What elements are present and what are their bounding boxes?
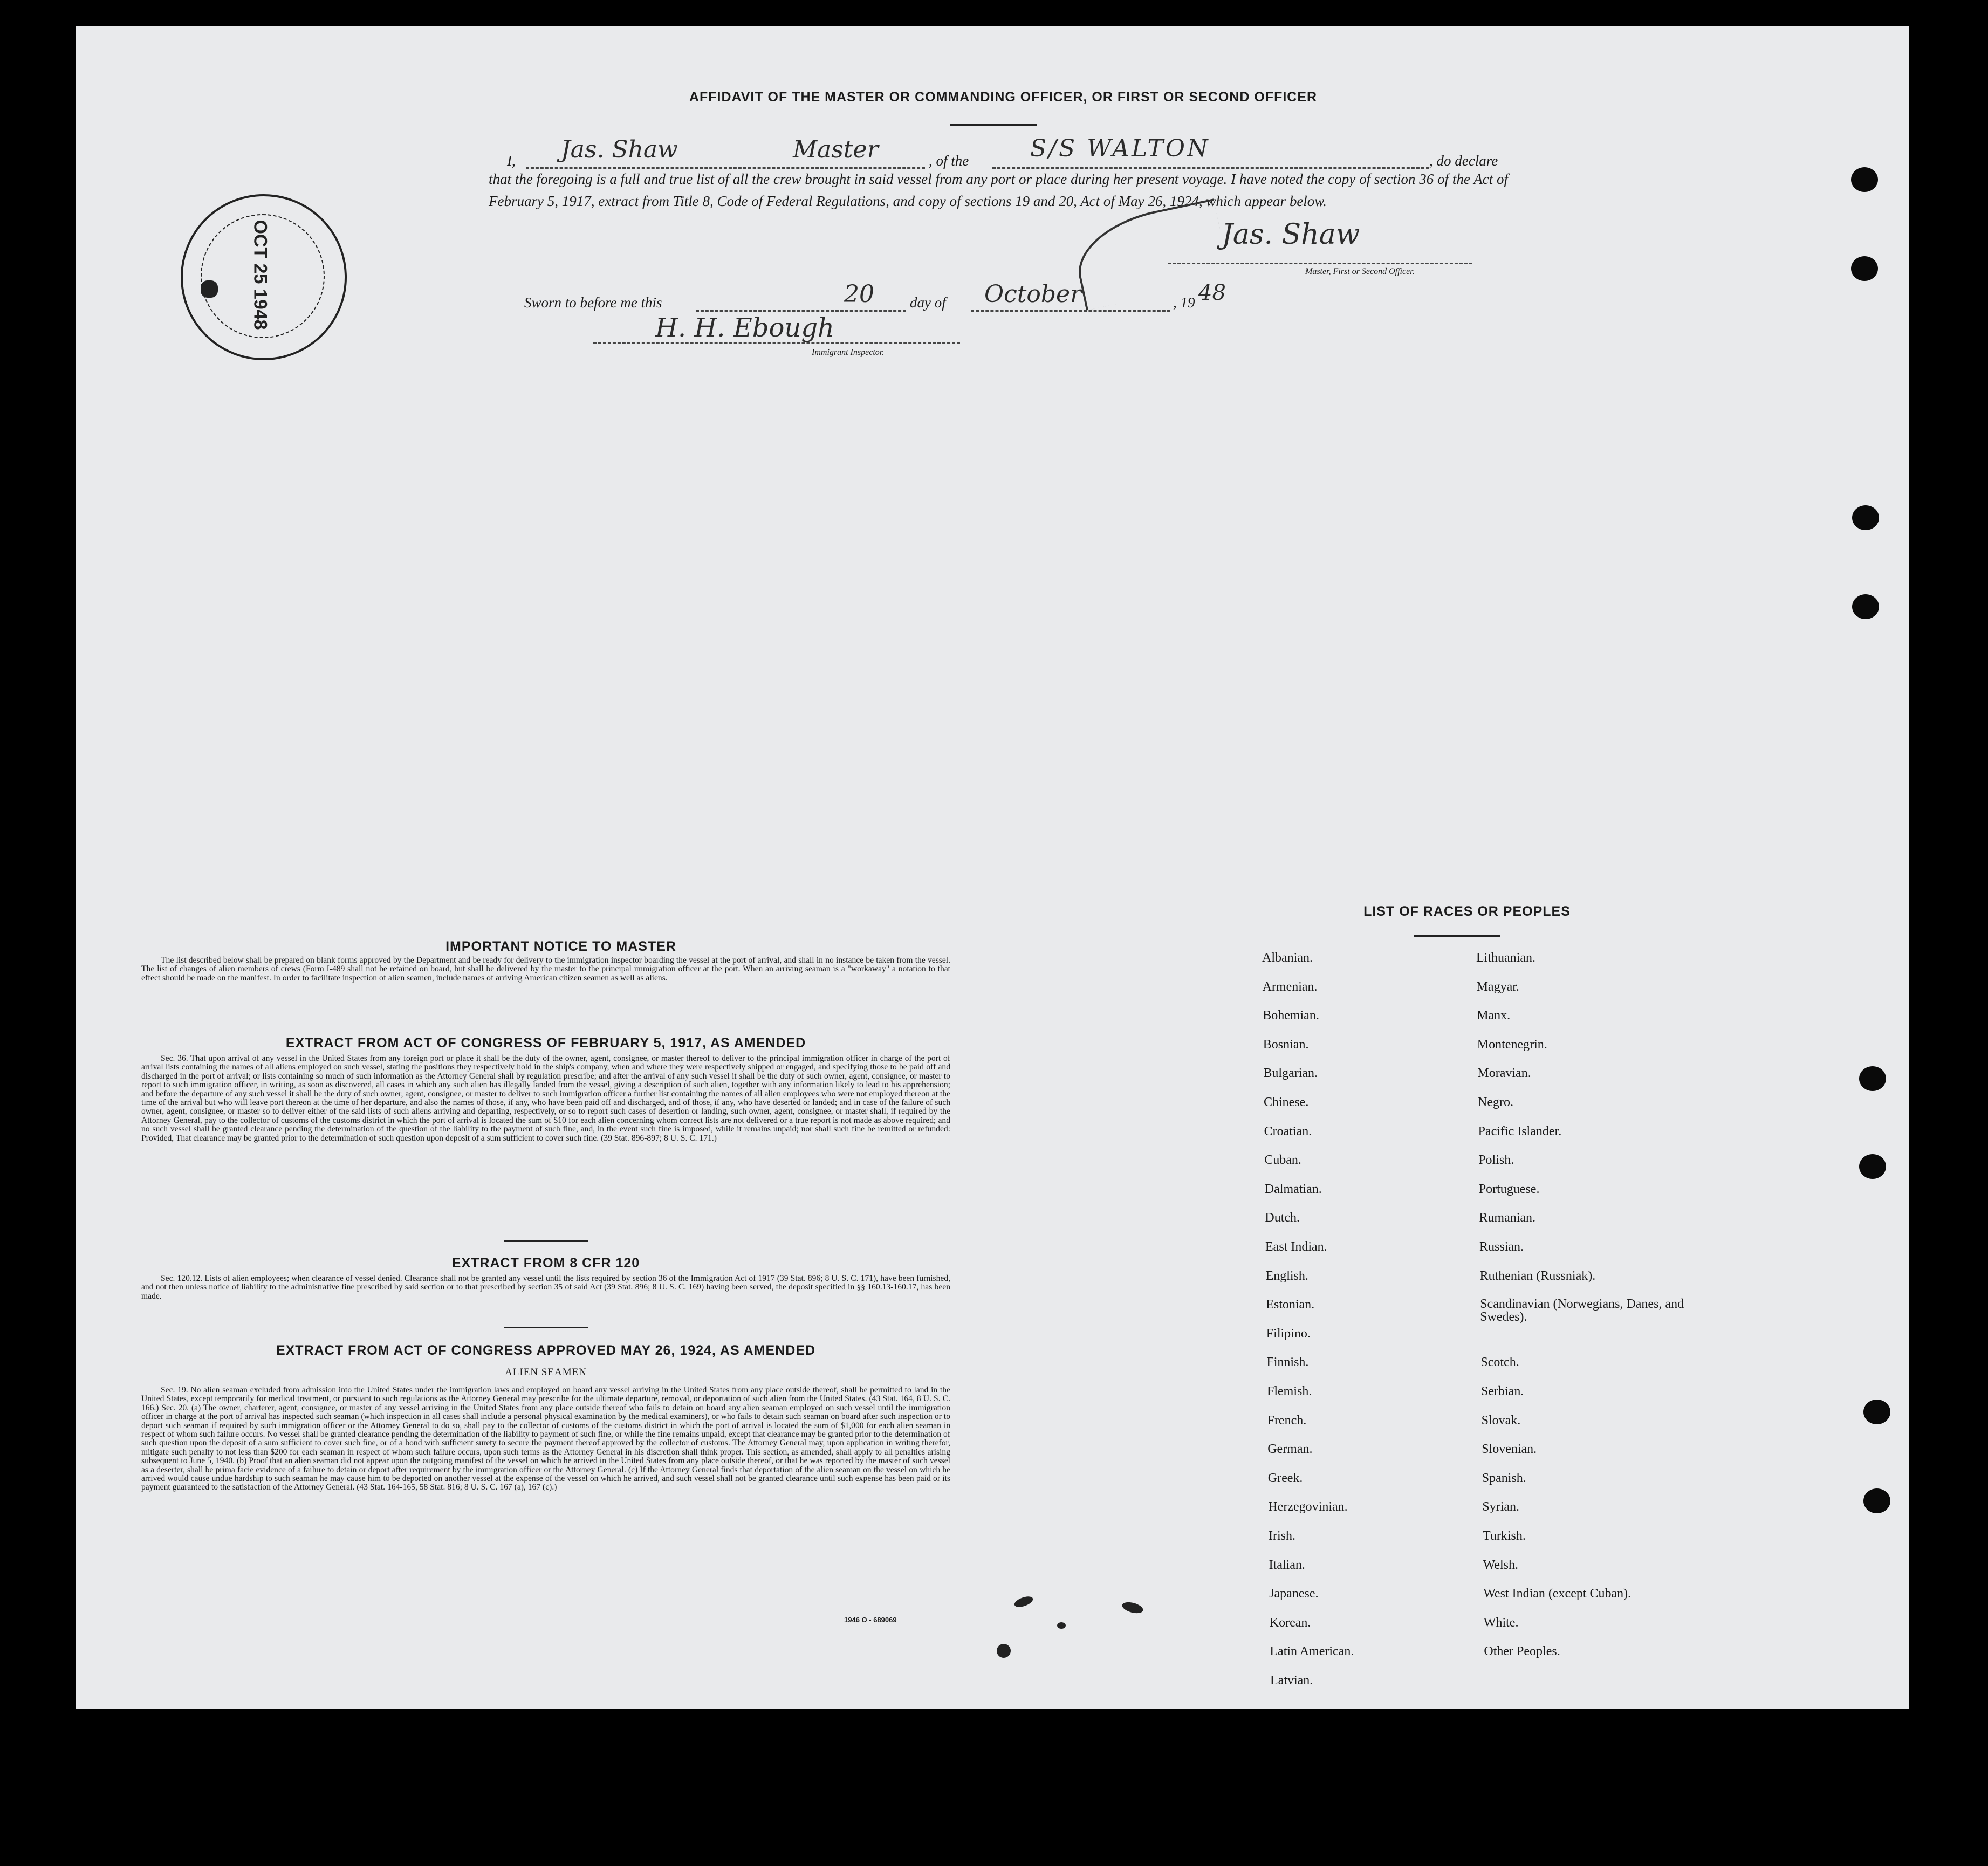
races-title: LIST OF RACES OR PEOPLES [1363,904,1571,919]
race-item: Flemish. [1267,1384,1312,1398]
race-item: Magyar. [1476,980,1519,994]
notice-title: IMPORTANT NOTICE TO MASTER [445,939,676,954]
race-item: Slovenian. [1482,1442,1537,1456]
race-item: Slovak. [1481,1414,1521,1428]
affidavit-title: AFFIDAVIT OF THE MASTER OR COMMANDING OFFICER, OR FIRST OR SECOND OFFICER [689,90,1318,105]
race-item: English. [1265,1269,1308,1283]
race-item: Estonian. [1266,1298,1315,1312]
race-item: Korean. [1269,1616,1311,1630]
section-divider [504,1240,588,1242]
race-item: Cuban. [1264,1153,1301,1167]
inspector-caption: Immigrant Inspector. [812,348,885,357]
extract-1917-body: Sec. 36. That upon arrival of any vessel in the United States from any foreign port or place it shall be the duty of the owner, agent, consignee, or master thereof to deliver to the principal immigration officer in charge of the port of arrival lists containing the names of all aliens employed on such vessel, stating the positions they respectively hold in the ship's company, when and where they were respectively shipped or engaged, and specifying those to be paid off and discharged in the port of arrival; or lists containing so much of such information as the Attorney General shall by regulation prescribe; and after the arrival of any such vessel it shall be the duty of such owner, agent, consignee, or master to report to such immigration officer, in writing, as soon as discovered, all cases in which any such alien has illegally landed from the vessel, giving a description of such alien, together with any information likely to lead to his apprehension; and before the departure of any such vessel it shall be the duty of such owner, agent, consignee, or master to deliver to such immigration officer a further list containing the names of all alien employees who were not employed thereon at the time of the arrival but who will leave port thereon at the time of her departure, and also the names of those, if any, who have been paid off and discharged, and of those, if any, who have deserted or landed; and in case of the failure of such owner, agent, consignee, or master so to deliver either of the said lists of such aliens arriving and departing, respectively, or so to report such cases of desertion or landing, such owner, agent, consignee, or master shall, if required by the Attorney General, pay to the collector of customs of the customs district in which the port of arrival is located the sum of $10 for each alien concerning whom correct lists are not delivered or a true report is not made as above required; and no such vessel shall be granted clearance pending the determination of the question of the liability to the payment of such fine, and, in the event such fine is imposed, while it remains unpaid; nor shall such fine be remitted or refunded: Provided, That clearance may be granted prior to the determination of such question upon deposit of a sum sufficient to cover such fine. (39 Stat. 896-897; 8 U. S. C. 171.) [141,1054,950,1143]
punch-hole [1859,1154,1886,1179]
race-item: Italian. [1269,1558,1305,1572]
race-item: Greek. [1267,1471,1303,1485]
race-item: Filipino. [1266,1327,1311,1341]
race-item: Ruthenian (Russniak). [1479,1269,1596,1283]
race-item: Portuguese. [1478,1182,1540,1196]
sworn-year: 48 [1198,280,1226,305]
race-item: Dalmatian. [1264,1182,1322,1196]
race-item: Lithuanian. [1476,951,1535,965]
print-code: 1946 O - 689069 [844,1616,897,1624]
of-the-text: , of the [929,153,969,169]
race-item: Herzegovinian. [1268,1500,1348,1514]
race-item: Syrian. [1482,1500,1520,1514]
day-line [696,310,906,312]
punch-hole [1863,1400,1890,1424]
race-item: Bosnian. [1263,1038,1309,1052]
vessel-name: S/S WALTON [1030,135,1210,162]
punch-hole [1851,256,1878,281]
punch-hole [1852,594,1879,619]
punch-hole [1852,505,1879,530]
do-declare-text: , do declare [1429,153,1498,169]
sworn-day: 20 [844,280,874,308]
race-item: Russian. [1479,1240,1524,1254]
race-item: Finnish. [1266,1355,1309,1369]
race-item: Other Peoples. [1484,1644,1560,1658]
race-item: Montenegrin. [1477,1038,1547,1052]
affidavit-body: that the foregoing is a full and true list of all the crew brought in said vessel from any port or place during her present voyage. I have noted the copy of section 36 of the Act of February 5, 1917, extract from Title 8, Code of Federal Regulations, and copy of sections 19 and 20, Act of May 26, 1924, which appear below. [489,171,1508,209]
race-item: Negro. [1478,1095,1513,1109]
race-item: Scandinavian (Norwegians, Danes, and Swedes). [1480,1297,1684,1324]
race-item: Chinese. [1264,1095,1309,1109]
race-item: East Indian. [1265,1240,1327,1254]
master-rank: Master [793,136,879,163]
punch-hole [1863,1488,1890,1513]
races-divider [1414,935,1500,937]
extract-1917-title: EXTRACT FROM ACT OF CONGRESS OF FEBRUARY 5, 1917, AS AMENDED [285,1035,806,1051]
race-item: Spanish. [1482,1471,1526,1485]
race-item: Irish. [1269,1529,1295,1543]
race-item: Rumanian. [1479,1211,1536,1225]
race-item: Welsh. [1483,1558,1518,1572]
extract-1924-body: Sec. 19. No alien seaman excluded from admission into the United States under the immigration laws and employed on board any vessel arriving in the United States from any place outside thereof, shall be permitted to land in the United States, except temporarily for medical treatment, or pursuant to such regulations as the Attorney General may prescribe for the ultimate departure, removal, or deportation of such alien from the United States. (43 Stat. 164, 8 U. S. C. 166.) Sec. 20. (a) The owner, charterer, agent, consignee, or master of any vessel arriving in the United States from any place outside thereof who fails to detain on board any alien seaman employed on such vessel until the immigration officer in charge at the port of arrival has inspected such seaman (which inspection in all cases shall include a personal physical examination by the medical examiners), or who fails to detain such seaman on board after such inspection or to deport such seaman if required by such immigration officer or the Attorney General to do so, shall pay to the collector of customs of the customs district in which the port of arrival is located the sum of $1,000 for each alien seaman in respect of whom such failure occurs. No vessel shall be granted clearance pending the determination of the liability to payment of such fine, or while the fine remains unpaid, except that clearance may be granted prior to the determination of such question upon the deposit of a sum sufficient to cover such fine, or of a bond with sufficient surety to secure the payment thereof approved by the collector of customs. The Attorney General may, upon application in writing therefor, mitigate such penalty to not less than $200 for each seaman in respect of whom such failure occurs, upon such terms as the Attorney General in his discretion shall think proper. This section, as amended, shall apply to all penalties arising subsequent to June 5, 1940. (b) Proof that an alien seaman did not appear upon the outgoing manifest of the vessel on which he arrived in the United States from any place outside thereof, or that he was reported by the master of such vessel as a deserter, shall be prima facie evidence of a failure to detain or deport after requirement by the immigration officer or the Attorney General. (c) If the Attorney General finds that deportation of the alien seaman on the vessel on which he arrived would cause undue hardship to such seaman he may cause him to be deported on another vessel at the expense of the vessel on which he arrived, and such vessel shall not be granted clearance until such expense has been paid or its payment guaranteed to the satisfaction of the Attorney General. (43 Stat. 164-165, 58 Stat. 816; 8 U. S. C. 167 (a), 167 (c).) [141,1385,950,1492]
race-item: Croatian. [1264,1124,1312,1138]
race-item: German. [1267,1442,1313,1456]
master-signature: Jas. Shaw [1222,218,1360,251]
race-item: Bohemian. [1263,1009,1319,1023]
race-item: Turkish. [1483,1529,1526,1543]
master-name: Jas. Shaw [561,136,678,163]
title-divider [950,124,1037,126]
ink-smudge [1057,1622,1066,1629]
section-divider [504,1327,588,1328]
race-item: Japanese. [1269,1587,1319,1601]
race-item: West Indian (except Cuban). [1483,1587,1631,1601]
signature-line [1168,263,1472,264]
stamp-mark [201,280,218,298]
day-of-text: day of [910,294,946,311]
race-item: Polish. [1478,1153,1514,1167]
notice-body: The list described below shall be prepared on blank forms approved by the Department and be ready for delivery to the immigration inspector boarding the vessel at the port of arrival, and shall in no instance be taken from the vessel. The list of changes of alien members of crews (Form I-489 shall not be retained on board, but shall be delivered by the master to the principal immigration officer at the port. When an arriving seaman is a "workaway" a notation to that effect should be made on the manifest. In order to facilitate inspection of alien seamen, include names of arriving American citizen seamen as well as aliens. [141,956,950,983]
month-line [971,310,1170,312]
sworn-month: October [984,280,1082,308]
inspector-signature: H. H. Ebough [655,313,834,343]
extract-1924-title: EXTRACT FROM ACT OF CONGRESS APPROVED MAY 26, 1924, AS AMENDED [276,1343,816,1358]
race-item: Latin American. [1270,1644,1354,1658]
year-prefix: , 19 [1173,294,1195,311]
extract-cfr-title: EXTRACT FROM 8 CFR 120 [451,1256,640,1271]
punch-hole [1859,1066,1886,1091]
sworn-prefix: Sworn to before me this [524,294,662,311]
race-item: Bulgarian. [1263,1066,1318,1080]
punch-hole [1851,167,1878,192]
affidavit-pronoun: I, [507,153,516,169]
race-item: French. [1267,1414,1307,1428]
race-item: Latvian. [1270,1673,1313,1687]
race-item: Dutch. [1265,1211,1300,1225]
ink-smudge [997,1644,1011,1658]
race-item: Manx. [1477,1009,1511,1023]
race-item: Moravian. [1477,1066,1531,1080]
race-item: Serbian. [1481,1384,1524,1398]
race-item: Scotch. [1480,1355,1519,1369]
race-item: Armenian. [1262,980,1318,994]
extract-1924-subtitle: ALIEN SEAMEN [505,1367,587,1378]
extract-cfr-body: Sec. 120.12. Lists of alien employees; when clearance of vessel denied. Clearance shall not be granted any vessel until the lists required by section 36 of the Immigration Act of 1917 (39 Stat. 896; 8 U. S. C. 171), have been furnished, and not then unless notice of liability to the administrative fine prescribed by said section or to that prescribed by section 35 of said Act (39 Stat. 896; 8 U. S. C. 169) having been served, the deposit specified in §§ 160.13-160.17, has been made. [141,1274,950,1301]
race-item: Pacific Islander. [1478,1124,1562,1138]
stamp-date: OCT 25 1948 [250,219,271,330]
signature-caption: Master, First or Second Officer. [1305,267,1415,276]
inspector-line [593,342,960,344]
race-item: Albanian. [1262,951,1313,965]
race-item: White. [1483,1616,1519,1630]
